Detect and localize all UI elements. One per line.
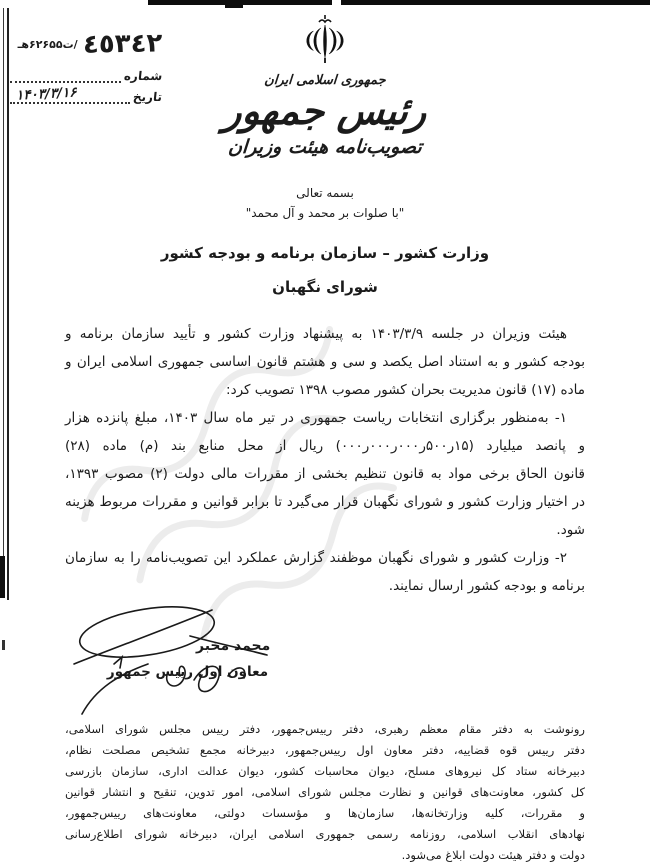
item1-line: ۱- به‌منظور برگزاری انتخابات ریاست جمهوری در تیر ماه سال ۱۴۰۳، مبلغ پانزده هزار [65,410,567,426]
distribution-line: نهادهای انقلاب اسلامی، روزنامه رسمی جمهوری اسلامی ایران، دبیرخانه شورای اطلاع‌رسانی [65,827,585,841]
intro-line: هیئت وزیران در جلسه ۱۴۰۳/۳/۹ به پیشنهاد وزارت کشور و تأیید سازمان برنامه و [65,326,567,342]
scan-top-bar-nub [225,0,243,8]
item1-line: و پانصد میلیارد (۱۵ر۵۰۰ر۰۰۰ر۰۰۰ر۰۰۰) ریال از محل منابع بند (م) ماده (۲۸) [65,438,585,454]
document-type-calligraphy: تصویب‌نامه هیئت وزیران [227,136,423,158]
handwritten-date: ۱۴۰۳/۳/۱۶ [15,84,78,104]
office-title-calligraphy: رئیس جمهور [221,89,429,133]
bismillah: بسمه تعالی [296,186,354,200]
distribution-line: و مقررات، کلیه وزارتخانه‌ها، سازمان‌ها و مؤسسات دولتی، معاونت‌های رییس‌جمهور، [65,806,585,820]
addressee-guardian-council: شورای نگهبان [272,278,378,296]
distribution-list [65,719,585,866]
number-label: شماره [122,69,163,83]
signer-name: محمد مخبر [196,638,271,654]
scan-left-edge-tick [2,640,5,650]
printed-reference-number: /ت۶۲۶۵۵هـ [17,37,78,51]
distribution-line: دبیرخانه ستاد کل نیروهای مسلح، دیوان محاسبات کشور، دیوان عدالت اداری، سازمان بازرسی [65,764,585,778]
distribution-line: دولت و دفتر هیئت دولت ابلاغ می‌شود. [401,848,585,862]
country-name: جمهوری اسلامی ایران [263,73,387,88]
item1-line: در اختیار وزارت کشور و شورای نگهبان قرار می‌گیرد تا برابر قوانین و مقررات مربوط هزینه [65,494,585,510]
addressee-ministries: وزارت کشور – سازمان برنامه و بودجه کشور [160,244,490,262]
intro-line: بودجه کشور و به استناد اصل یکصد و سی و هشتم قانون اساسی جمهوری اسلامی ایران و [65,354,585,370]
iran-emblem-icon [302,14,348,66]
intro-line: ماده (۱۷) قانون مدیریت بحران کشور مصوب ۱۳۹۸ تصویب کرد: [226,382,585,398]
item2-line: ۲- وزارت کشور و شورای نگهبان موظفند گزارش عملکرد این تصویب‌نامه را به سازمان [65,550,567,566]
item1-line: قانون الحاق برخی مواد به قانون تنظیم بخشی از مقررات مالی دولت (۲) مصوب ۱۳۹۳، [65,466,585,482]
decree-body [65,320,585,600]
salawat-line: "با صلوات بر محمد و آل محمد" [245,206,405,220]
scan-left-edge-blob [0,556,5,598]
letterhead [0,14,650,158]
signature-scribble [52,592,287,732]
distribution-line: دفتر رییس قوه قضاییه، دفتر معاون اول رییس‌جمهور، دبیرخانه مجمع تشخیص مصلحت نظام، [65,743,585,757]
date-label: تاریخ [132,90,163,104]
scan-top-bar [148,0,650,5]
scan-top-bar-gap [332,0,341,5]
signer-title: معاون اول رییس جمهور [106,664,269,680]
handwritten-reference-number: ٤٥٣٤٢ [82,28,163,60]
item2-line: برنامه و بودجه کشور ارسال نمایند. [388,578,585,594]
item1-line: شود. [556,522,585,538]
distribution-line: رونوشت به دفتر مقام معظم رهبری، دفتر رییس‌جمهور، دفتر رییس مجلس شورای اسلامی، [65,722,585,736]
distribution-line: کل کشور، معاونت‌های قوانین و نظارت مجلس شورای اسلامی، امور تدوین، تنقیح و انتشار قوانین [65,785,585,799]
